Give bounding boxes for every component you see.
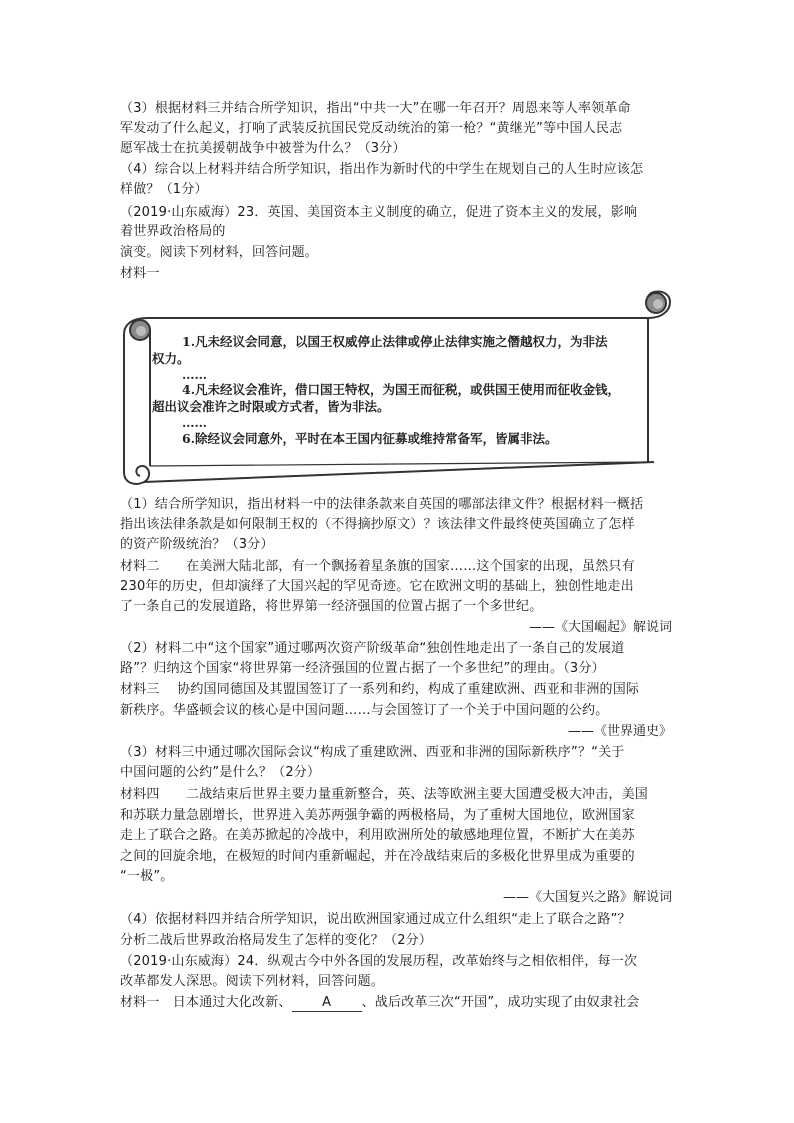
material-2-line-1: 材料二 在美洲大陆北部，有一个飘扬着星条旗的国家……这个国家的出现，虽然只有 — [120, 559, 635, 574]
question-24-intro-line-1: （2019·山东威海）24．纵观古今中外各国的发展历程，改革始终与之相依相伴，每一次 — [120, 954, 638, 969]
q23-2-line-2: 路”？归纳这个国家“将世界第一经济强国的位置占据了一个多世纪”的理由。（3分） — [120, 661, 605, 676]
material-2-line-2: 230年的历史，但却演绎了大国兴起的罕见奇迹。它在欧洲文明的基础上，独创性地走出 — [120, 579, 634, 594]
q23-4-line-1: （4）依据材料四并结合所学知识，说出欧洲国家通过成立什么组织“走上了联合之路”？ — [120, 912, 631, 927]
q23-1-line-3: 的资产阶级统治？（3分） — [120, 537, 274, 552]
material-4-line-3: 走上了联合之路。在美苏掀起的冷战中，利用欧洲所处的敏感地理位置，不断扩大在美苏 — [120, 828, 635, 843]
q24-material-1-text-before: 材料一 日本通过大化改新、 — [120, 995, 292, 1010]
material-4-source: ——《大国复兴之路》解说词 — [502, 890, 672, 905]
scroll-clause-4-line-1: 4.凡未经议会准许，借口国王特权，为国王而征税，或供国王使用而征收金钱， — [182, 382, 621, 397]
q24-material-1-line-1 — [120, 994, 639, 1012]
material-1-label: 材料一 — [120, 266, 160, 281]
q23-1-line-2: 指出该法律条款是如何限制王权的（不得摘抄原文）？该法律文件最终使英国确立了怎样 — [120, 517, 635, 532]
fill-blank-a[interactable]: A — [292, 994, 362, 1012]
q23-4-line-2: 分析二战后世界政治格局发生了怎样的变化？（2分） — [120, 933, 433, 948]
question-23-intro-line-3: 演变。阅读下列材料，回答问题。 — [120, 245, 319, 260]
material-4-line-4: 之间的回旋余地，在极短的时间内重新崛起，并在冷战结束后的多极化世界里成为重要的 — [120, 849, 635, 864]
scroll-clause-1-line-1: 1.凡未经议会同意，以国王权威停止法律或停止法律实施之僭越权力，为非法 — [182, 334, 608, 349]
material-2-source: ——《大国崛起》解说词 — [528, 620, 672, 635]
q23-3-line-2: 中国问题的公约”是什么？（2分） — [120, 765, 321, 780]
question-3-line-3: 愿军战士在抗美援朝战争中被誉为什么？（3分） — [120, 141, 406, 156]
q24-material-1-text-after: 、战后改革三次“开国”，成功实现了由奴隶社会 — [361, 995, 640, 1010]
material-4-line-1: 材料四 二战结束后世界主要力量重新整合，英、法等欧洲主要大国遭受极大冲击，美国 — [120, 787, 649, 802]
material-2-line-3: 了一条自己的发展道路，将世界第一经济强国的位置占据了一个多世纪。 — [120, 599, 543, 614]
q23-2-line-1: （2）材料二中“这个国家”通过哪两次资产阶级革命“独创性地走出了一条自己的发展道 — [120, 641, 625, 656]
material-3-line-2: 新秩序。华盛顿会议的核心是中国问题……与会国签订了一个关于中国问题的公约。 — [120, 703, 609, 718]
q23-3-line-1: （3）材料三中通过哪次国际会议“构成了重建欧洲、西亚和非洲的国际新秩序”？“关于 — [120, 745, 625, 760]
scroll-ellipsis-2: …… — [182, 415, 207, 430]
question-23-intro-line-1: （2019·山东威海）23．英国、美国资本主义制度的确立，促进了资本主义的发展，影响 — [120, 205, 638, 220]
scroll-clause-4-line-2: 超出议会准许之时限或方式者，皆为非法。 — [152, 399, 390, 414]
material-4-line-2: 和苏联力量急剧增长，世界进入美苏两强争霸的两极格局，为了重树大国地位，欧洲国家 — [120, 808, 635, 823]
question-3-line-1: （3）根据材料三并结合所学知识，指出“中共一大”在哪一年召开？周恩来等人率领革命 — [120, 101, 631, 116]
question-3-line-2: 军发动了什么起义，打响了武装反抗国民党反动统治的第一枪？“黄继光”等中国人民志 — [120, 121, 623, 136]
question-4-line-1: （4）综合以上材料并结合所学知识，指出作为新时代的中学生在规划自己的人生时应该怎 — [120, 162, 644, 177]
scroll-clause-6: 6.除经议会同意外，平时在本王国内征募或维持常备军，皆属非法。 — [182, 431, 558, 446]
material-3-source: ——《世界通史》 — [567, 724, 672, 739]
q23-1-line-1: （1）结合所学知识，指出材料一中的法律条款来自英国的哪部法律文件？根据材料一概括 — [120, 497, 644, 512]
material-3-line-1: 材料三 协约国同德国及其盟国签订了一系列和约，构成了重建欧洲、西亚和非洲的国际 — [120, 682, 640, 697]
scroll-clause-1-line-2: 权力。 — [152, 351, 190, 366]
question-4-line-2: 样做？（1分） — [120, 182, 208, 197]
question-24-intro-line-2: 改革都发人深思。阅读下列材料，回答问题。 — [120, 974, 385, 989]
question-23-intro-line-2: 着世界政治格局的 — [120, 224, 226, 239]
material-4-line-5: “一极”。 — [120, 869, 174, 884]
scroll-ellipsis-1: …… — [182, 367, 207, 382]
